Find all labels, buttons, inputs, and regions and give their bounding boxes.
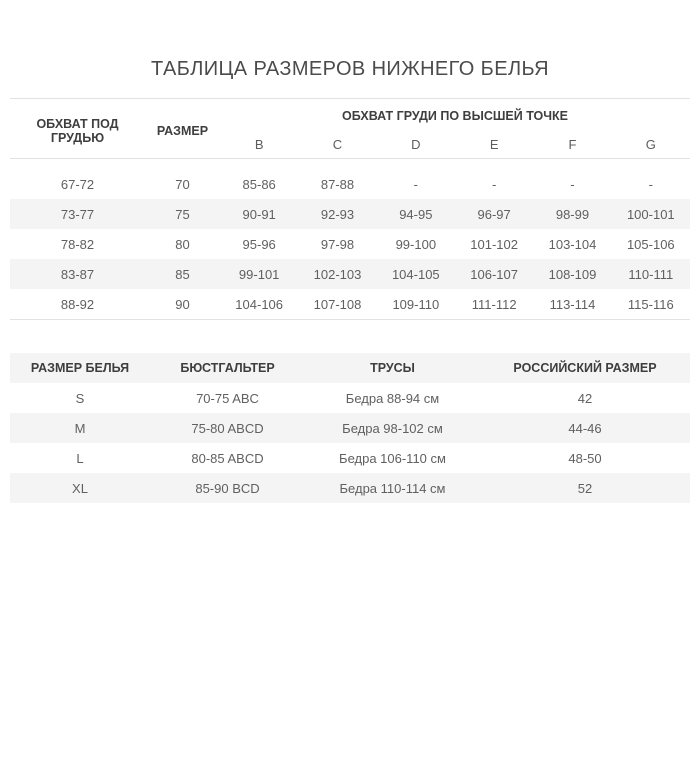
garment-size-table: [10, 353, 690, 503]
bust-size-table: [10, 98, 690, 320]
table-row: [10, 159, 690, 200]
table-cell: 104-105: [391, 266, 440, 282]
table-cell: 52: [577, 480, 593, 496]
table-cell: Бедра 106-110 см: [339, 450, 446, 466]
table-cell: 94-95: [399, 206, 433, 222]
table-row: [10, 473, 690, 503]
table-cell: 113-114: [549, 296, 596, 312]
table-cell: 78-82: [60, 236, 95, 252]
cup-column-f: F: [568, 137, 577, 152]
panties-column-header: ТРУСЫ: [305, 353, 480, 383]
table-cell: 105-106: [626, 236, 675, 252]
table-cell: 104-106: [235, 296, 284, 312]
bust-size-table-header: [10, 99, 690, 159]
table-cell: 44-46: [568, 420, 602, 436]
table-cell: 80-85 ABCD: [191, 450, 264, 466]
table-row: [10, 199, 690, 229]
bra-column-header: БЮСТГАЛЬТЕР: [150, 353, 305, 383]
table-cell: 107-108: [313, 296, 362, 312]
table-cell: 73-77: [60, 206, 95, 222]
table-cell: 95-96: [242, 236, 276, 252]
cup-column-g: G: [645, 137, 656, 152]
table-cell: 87-88: [320, 176, 355, 192]
table-row: [10, 229, 690, 259]
table-cell: L: [76, 450, 84, 466]
table-cell: 97-98: [320, 236, 355, 252]
table-cell: -: [491, 176, 497, 192]
cup-column-b: B: [254, 137, 264, 152]
table-cell: 100-101: [626, 206, 675, 222]
garment-size-table-header: [10, 353, 690, 383]
table-row: [10, 413, 690, 443]
table-cell: 99-101: [238, 266, 280, 282]
table-cell: 106-107: [470, 266, 518, 282]
table-cell: -: [413, 176, 418, 192]
table-cell: 48-50: [568, 450, 602, 466]
table-cell: 88-92: [60, 296, 95, 312]
cup-column-c: C: [332, 137, 343, 152]
table-cell: 111-112: [471, 296, 517, 312]
table-cell: 98-99: [555, 206, 590, 222]
table-cell: 96-97: [477, 206, 511, 222]
table-cell: Бедра 88-94 см: [345, 390, 440, 406]
table-cell: -: [570, 176, 575, 192]
table-cell: M: [74, 420, 86, 436]
garment-size-column-header: РАЗМЕР БЕЛЬЯ: [10, 353, 150, 383]
table-row: [10, 289, 690, 320]
table-cell: 103-104: [548, 236, 597, 252]
table-cell: 67-72: [60, 176, 95, 192]
bust-group-header: ОБХВАТ ГРУДИ ПО ВЫСШЕЙ ТОЧКЕ: [341, 108, 569, 123]
table-cell: 99-100: [395, 236, 437, 252]
table-cell: 90-91: [242, 206, 276, 222]
page-title: ТАБЛИЦА РАЗМЕРОВ НИЖНЕГО БЕЛЬЯ: [151, 58, 549, 80]
table-cell: 70: [175, 176, 190, 192]
table-cell: 110-111: [628, 266, 674, 282]
table-cell: Бедра 98-102 см: [342, 420, 443, 436]
table-cell: 75: [175, 206, 190, 222]
table-cell: 115-116: [627, 296, 674, 312]
russian-size-column-header: РОССИЙСКИЙ РАЗМЕР: [480, 353, 690, 383]
table-cell: 102-103: [313, 266, 362, 282]
table-cell: Бедра 110-114 см: [339, 480, 446, 496]
table-cell: 108-109: [548, 266, 597, 282]
cup-column-e: E: [489, 137, 499, 152]
table-cell: 85-86: [242, 176, 276, 192]
table-cell: 42: [577, 390, 593, 406]
table-cell: 92-93: [320, 206, 355, 222]
table-cell: XL: [72, 480, 88, 496]
table-cell: 101-102: [470, 236, 518, 252]
cup-column-d: D: [411, 137, 421, 152]
size-column-header: РАЗМЕР: [156, 123, 209, 138]
table-cell: 85-90 BCD: [195, 480, 260, 496]
table-cell: 85: [175, 266, 190, 282]
table-cell: 90: [175, 296, 190, 312]
table-row: [10, 259, 690, 289]
table-cell: 80: [175, 236, 190, 252]
table-cell: 75-80 ABCD: [191, 420, 264, 436]
table-cell: 83-87: [60, 266, 95, 282]
table-cell: 109-110: [392, 296, 440, 312]
table-row: [10, 383, 690, 413]
underbust-column-header: ОБХВАТ ПОД ГРУДЬЮ: [36, 116, 119, 145]
table-cell: -: [648, 176, 653, 192]
table-cell: 70-75 ABC: [196, 390, 259, 406]
table-row: [10, 443, 690, 473]
table-cell: S: [75, 390, 85, 406]
